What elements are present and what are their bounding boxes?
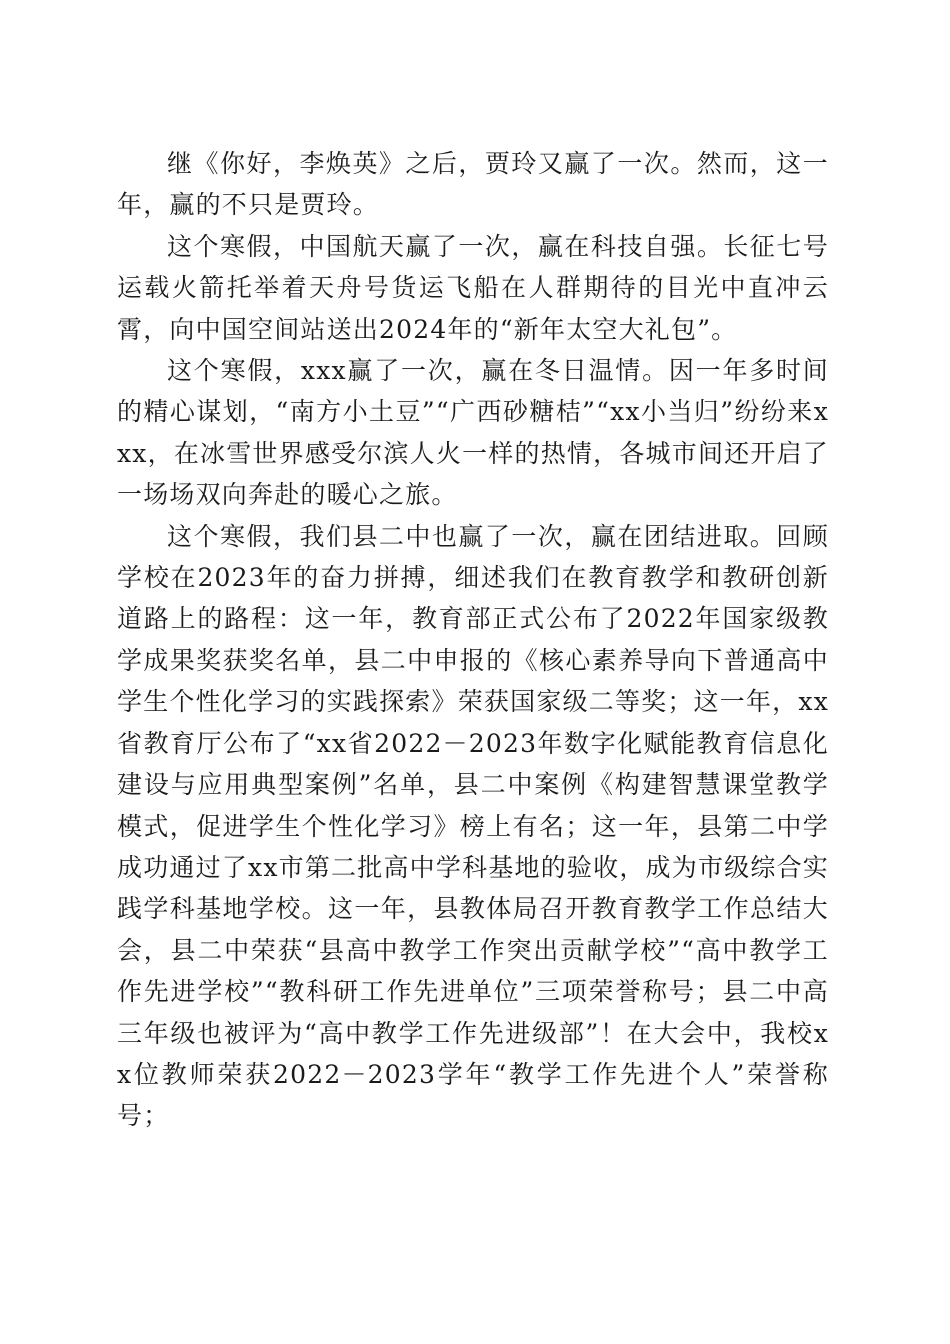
paragraph-jia-ling: 继《你好，李焕英》之后，贾玲又赢了一次。然而，这一年，赢的不只是贾玲。 [117,149,829,220]
paragraph-winter-warmth: 这个寒假，xxx赢了一次，赢在冬日温情。因一年多时间的精心谋划，“南方小土豆”“广西砂糖桔”“xx小当归”纷纷来xxx，在冰雪世界感受尔滨人火一样的热情，各城市间还开启了一场场双向奔赴的暖心之旅。 [117,356,829,510]
document-body [117,143,829,1137]
paragraph-school-achievements: 这个寒假，我们县二中也赢了一次，赢在团结进取。回顾学校在2023年的奋力拼搏，细述我们在教育教学和教研创新道路上的路程：这一年，教育部正式公布了2022年国家级教学成果奖获奖名单，县二中申报的《核心素养导向下普通高中学生个性化学习的实践探索》荣获国家级二等奖；这一年，xx省教育厅公布了“xx省2022－2023年数字化赋能教育信息化建设与应用典型案例”名单，县二中案例《构建智慧课堂教学模式，促进学生个性化学习》榜上有名；这一年，县第二中学成功通过了xx市第二批高中学科基地的验收，成为市级综合实践学科基地学校。这一年，县教体局召开教育教学工作总结大会，县二中荣获“县高中教学工作突出贡献学校”“高中教学工作先进学校”“教科研工作先进单位”三项荣誉称号；县二中高三年级也被评为“高中教学工作先进级部”！在大会中，我校xx位教师荣获2022－2023学年“教学工作先进个人”荣誉称号； [117,521,829,1131]
paragraph-aerospace: 这个寒假，中国航天赢了一次，赢在科技自强。长征七号运载火箭托举着天舟号货运飞船在人群期待的目光中直冲云霄，向中国空间站送出2024年的“新年太空大礼包”。 [117,231,829,344]
